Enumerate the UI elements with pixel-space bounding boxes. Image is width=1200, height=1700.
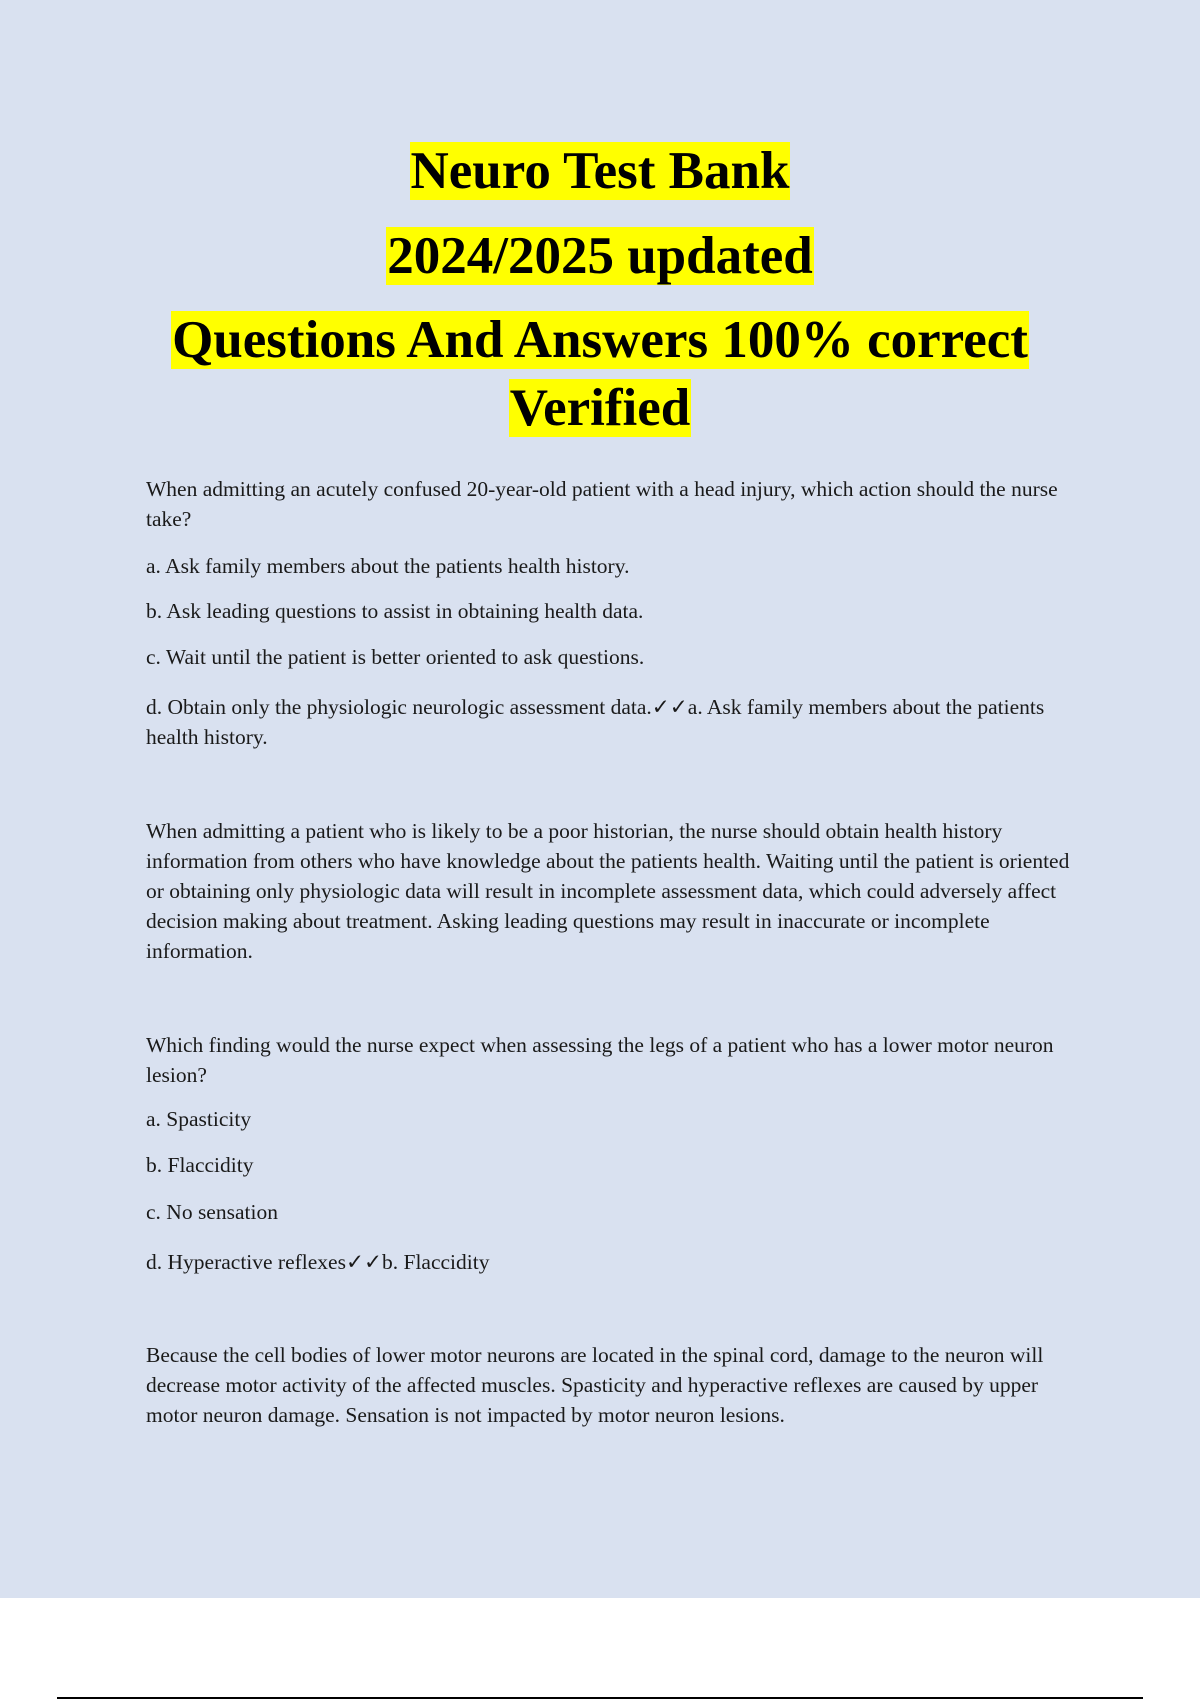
title-line-1	[0, 142, 1200, 200]
question-2-text: Which finding would the nurse expect when assessing the legs of a patient who has a lower motor neuron lesion?	[146, 1033, 1054, 1087]
question-1-option-c: c. Wait until the patient is better oriented to ask questions.	[146, 645, 645, 669]
question-1-rationale: When admitting a patient who is likely to be a poor historian, the nurse should obtain health history information from others who have knowledge about the patients health. Waiting until the patient is oriented or obtaining only physiologic data will result in incomplete assessment data, which could adversely affect decision making about treatment. Asking leading questions may result in inaccurate or incomplete information.	[146, 819, 1070, 963]
question-1-option-d-answer: d. Obtain only the physiologic neurologic assessment data.✓✓a. Ask family members about the patients health history.	[146, 695, 1045, 749]
title-line-3	[0, 311, 1200, 369]
question-1-option-a: a. Ask family members about the patients health history.	[146, 554, 630, 578]
question-2-option-c: c. No sensation	[146, 1200, 278, 1224]
title-line-3-text: Questions And Answers 100% correct	[172, 311, 1028, 369]
document-title	[0, 142, 1200, 437]
title-line-4-text: Verified	[509, 379, 691, 437]
question-2-option-b: b. Flaccidity	[146, 1153, 254, 1177]
question-1-option-b: b. Ask leading questions to assist in obtaining health data.	[146, 599, 644, 623]
title-line-4	[0, 379, 1200, 437]
title-line-2	[0, 227, 1200, 285]
bottom-divider	[57, 1697, 1143, 1699]
question-1-text: When admitting an acutely confused 20-year-old patient with a head injury, which action should the nurse take?	[146, 477, 1058, 531]
title-line-2-text: 2024/2025 updated	[387, 227, 813, 285]
question-2-option-d-answer: d. Hyperactive reflexes✓✓b. Flaccidity	[146, 1250, 490, 1274]
title-line-1-text: Neuro Test Bank	[410, 142, 790, 200]
question-2-rationale: Because the cell bodies of lower motor neurons are located in the spinal cord, damage to the neuron will decrease motor activity of the affected muscles. Spasticity and hyperactive reflexes are caused by upper motor neuron damage. Sensation is not impacted by motor neuron lesions.	[146, 1343, 1044, 1427]
question-2-option-a: a. Spasticity	[146, 1107, 252, 1131]
